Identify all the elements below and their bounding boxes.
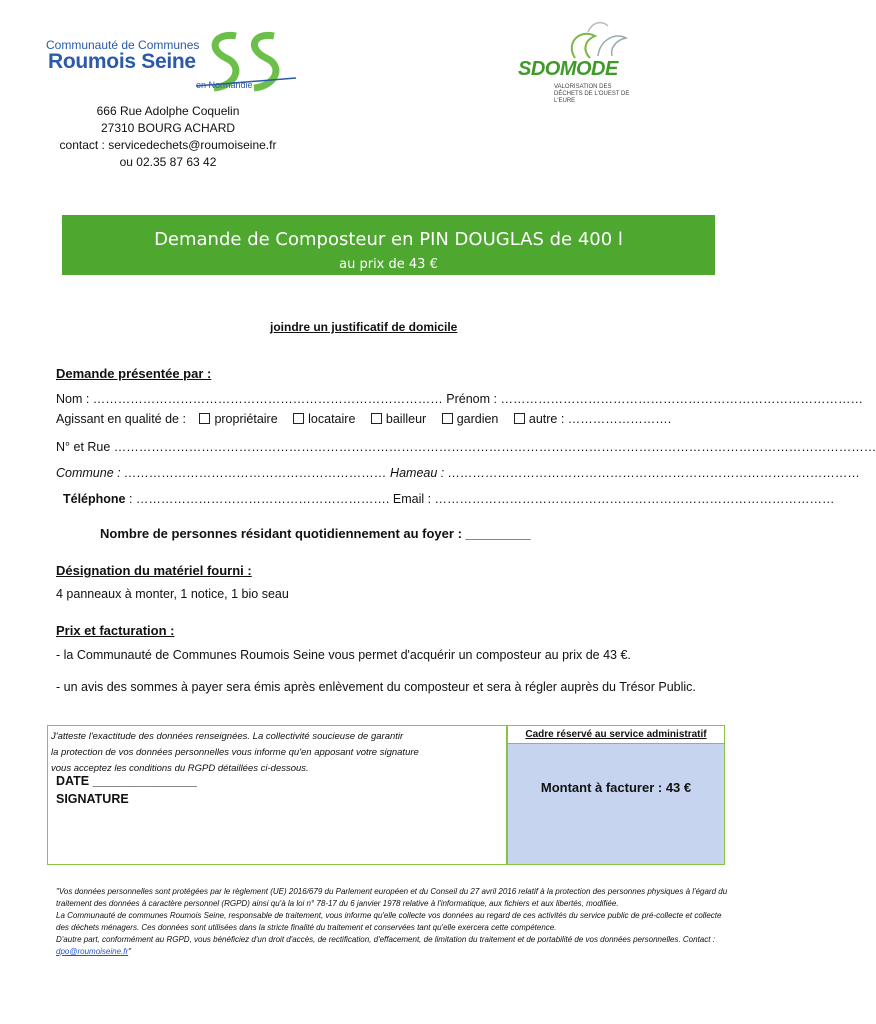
telephone-label: Téléphone	[63, 492, 126, 506]
qualite-row	[56, 412, 671, 426]
personnes-field[interactable]: Nombre de personnes résidant quotidiennement au foyer : _________	[100, 526, 531, 541]
admin-box	[507, 725, 725, 865]
attestation-box	[47, 725, 507, 865]
telephone-email-rest: : ……………………………………………………. Email : ……………………………………………………………………………………	[125, 492, 835, 506]
justificatif-note: joindre un justificatif de domicile	[270, 320, 458, 334]
rue-field[interactable]: N° et Rue …………………………………………………………………………………………………………………………………………………………………	[56, 440, 876, 454]
checkbox-proprietaire[interactable]	[199, 413, 210, 424]
address-city: 27310 BOURG ACHARD	[100, 121, 236, 135]
designation-text: 4 panneaux à monter, 1 notice, 1 bio seau	[56, 587, 289, 601]
option-proprietaire[interactable]: propriétaire	[199, 412, 277, 426]
option-gardien[interactable]: gardien	[442, 412, 499, 426]
attest-line-3: vous acceptez les conditions du RGPD détaillées ci-dessous.	[51, 763, 309, 774]
attest-line-2: la protection de vos données personnelles vous informe qu'en apposant votre signature	[51, 747, 419, 758]
checkbox-gardien[interactable]	[442, 413, 453, 424]
checkbox-bailleur[interactable]	[371, 413, 382, 424]
roumois-seine-logo	[46, 28, 306, 98]
rgpd-paragraph-1: "Vos données personnelles sont protégées par le règlement (UE) 2016/679 du Parlement européen et du Conseil du 27 avril 2016 relatif à la protection des personnes physiques à l'égard du traitement des données à caractère personnel (RGPD) ainsi qu'à la loi n° 78-17 du 6 janvier 1978 relative à l'informatique, aux fichiers et aux libertés, modifiée.	[56, 887, 728, 908]
prix-line-1: - la Communauté de Communes Roumois Seine vous permet d'acquérir un composteur au prix de 43 €.	[56, 648, 631, 662]
sdomode-logo	[510, 18, 640, 108]
logo-line-1: Communauté de Communes	[46, 38, 200, 52]
prix-heading: Prix et facturation :	[56, 623, 175, 638]
logo-line-3: en Normandie	[196, 80, 253, 90]
address-phone: ou 02.35 87 63 42	[119, 155, 217, 169]
address-contact: contact : servicedechets@roumoiseine.fr	[59, 138, 277, 152]
banner-subtitle: au prix de 43 €	[339, 257, 438, 272]
admin-amount: Montant à facturer : 43 €	[540, 780, 692, 795]
rgpd-paragraph-2: La Communauté de communes Roumois Seine, responsable de traitement, vous informe qu'elle collecte vos données au regard de ces activités du service public de pré-collecte et collecte des déchets ménagers. Ces données sont utilisées dans la stricte finalité du traitement et conservées tant qu'elle exercera cette compétence.	[56, 911, 722, 932]
admin-heading: Cadre réservé au service administratif	[508, 726, 724, 744]
commune-hameau-field[interactable]: Commune : ……………………………………………………… Hameau : ………………………………………………………………………………………	[56, 466, 861, 480]
nom-prenom-field[interactable]: Nom : ………………………………………………………………………… Prénom : ……………………………………………………………………………	[56, 392, 863, 406]
option-locataire[interactable]: locataire	[293, 412, 355, 426]
designation-heading: Désignation du matériel fourni :	[56, 563, 252, 578]
leaf-swirl-icon	[560, 18, 630, 63]
address-street: 666 Rue Adolphe Coquelin	[96, 104, 240, 118]
checkbox-autre[interactable]	[514, 413, 525, 424]
telephone-email-field[interactable]	[63, 492, 835, 506]
logo-line-2: Roumois Seine	[48, 50, 196, 73]
prix-line-2: - un avis des sommes à payer sera émis après enlèvement du composteur et sera à régler auprès du Trésor Public.	[56, 680, 696, 694]
checkbox-locataire[interactable]	[293, 413, 304, 424]
sdomode-tagline: VALORISATION DES DÉCHETS DE L'OUEST DE L'EURE	[554, 84, 630, 104]
sdomode-brand: SDOMODE	[518, 58, 618, 80]
demande-heading: Demande présentée par :	[56, 366, 212, 381]
option-bailleur[interactable]: bailleur	[371, 412, 426, 426]
dpo-email-link[interactable]: dpo@roumoiseine.fr	[56, 947, 129, 956]
banner-title: Demande de Composteur en PIN DOUGLAS de 400 l	[154, 229, 623, 250]
signature-field[interactable]: SIGNATURE	[56, 792, 129, 806]
title-banner	[62, 215, 715, 275]
qualite-label: Agissant en qualité de :	[56, 412, 186, 426]
date-field[interactable]: DATE _______________	[56, 774, 197, 788]
rgpd-notice	[56, 886, 731, 958]
rgpd-paragraph-3: D'autre part, conformément au RGPD, vous bénéficiez d'un droit d'accès, de rectification, d'effacement, de limitation du traitement et de portabilité de vos données personnelles. Contact : dpo@roumoiseine.fr"	[56, 935, 715, 956]
option-autre[interactable]: autre : …………………….	[514, 412, 671, 426]
attest-line-1: J'atteste l'exactitude des données renseignées. La collectivité soucieuse de garantir	[51, 731, 404, 742]
